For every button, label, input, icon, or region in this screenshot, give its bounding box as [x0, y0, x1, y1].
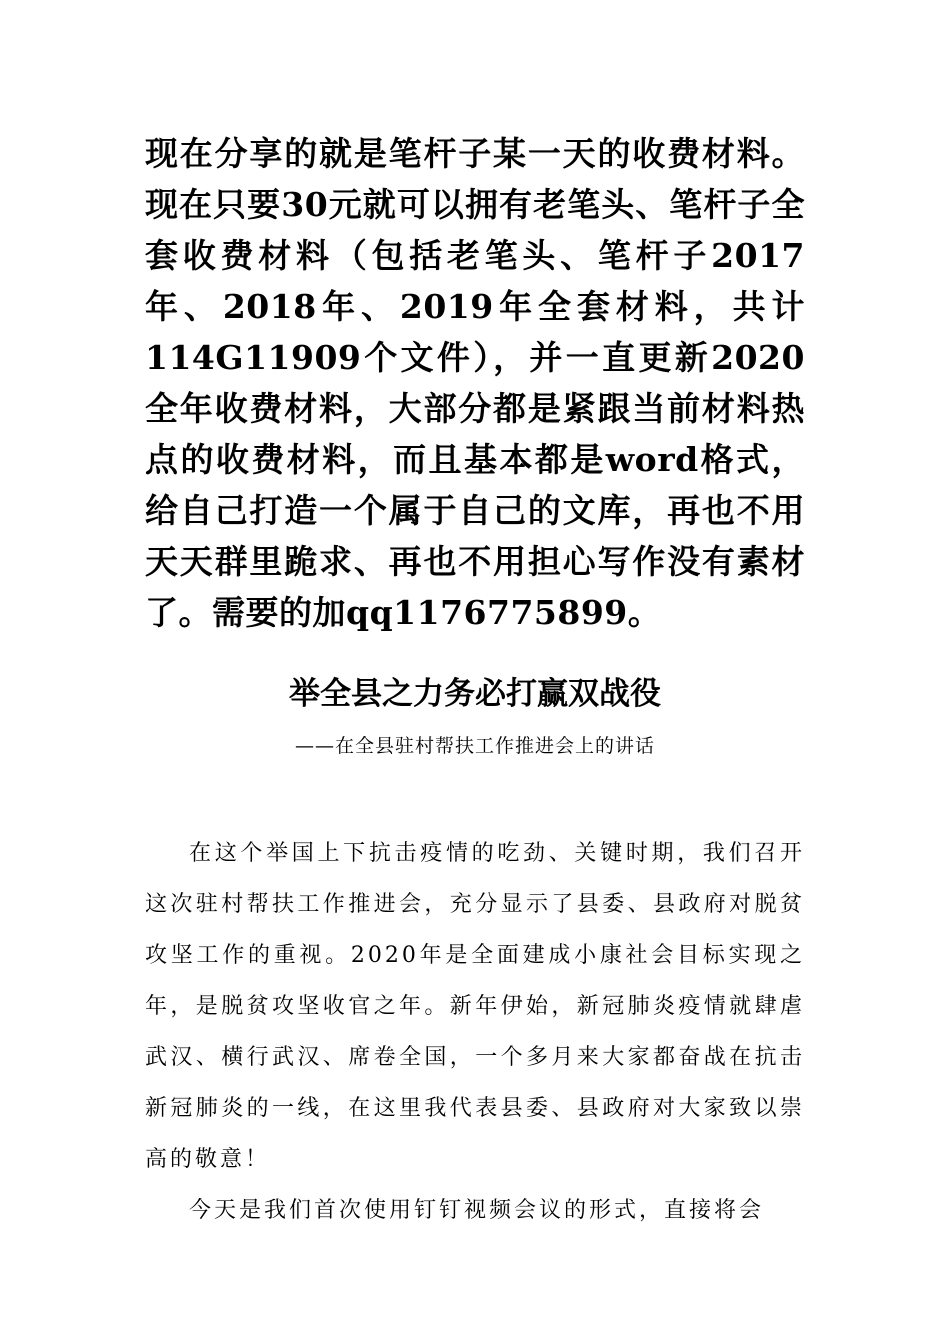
body-paragraph: 今天是我们首次使用钉钉视频会议的形式，直接将会: [189, 1198, 765, 1223]
body-paragraph: 在这个举国上下抗击疫情的吃劲、关键时期，我们召开这次驻村帮扶工作推进会，充分显示了县委、县政府对脱贫攻坚工作的重视。2020年是全面建成小康社会目标实现之年，是脱贫攻坚收官之年。新年伊始，新冠肺炎疫情就肆虐武汉、横行武汉、席卷全国，一个多月来大家都奋战在抗击新冠肺炎的一线，在这里我代表县委、县政府对大家致以崇高的敬意！: [145, 841, 805, 1172]
article-title: 举全县之力务必打赢双战役: [289, 676, 661, 712]
article-subtitle: ——在全县驻村帮扶工作推进会上的讲话: [294, 735, 655, 757]
promo-paragraph: 现在分享的就是笔杆子某一天的收费材料。现在只要30元就可以拥有老笔头、笔杆子全套收费材料（包括老笔头、笔杆子2017年、2018年、2019年全套材料，共计114G11909个文件），并一直更新2020全年收费材料，大部分都是紧跟当前材料热点的收费材料，而且基本都是word格式，给自己打造一个属于自己的文库，再也不用天天群里跪求、再也不用担心写作没有素材了。需要的加qq1176775899。: [145, 134, 805, 632]
article-body: [145, 828, 805, 1236]
